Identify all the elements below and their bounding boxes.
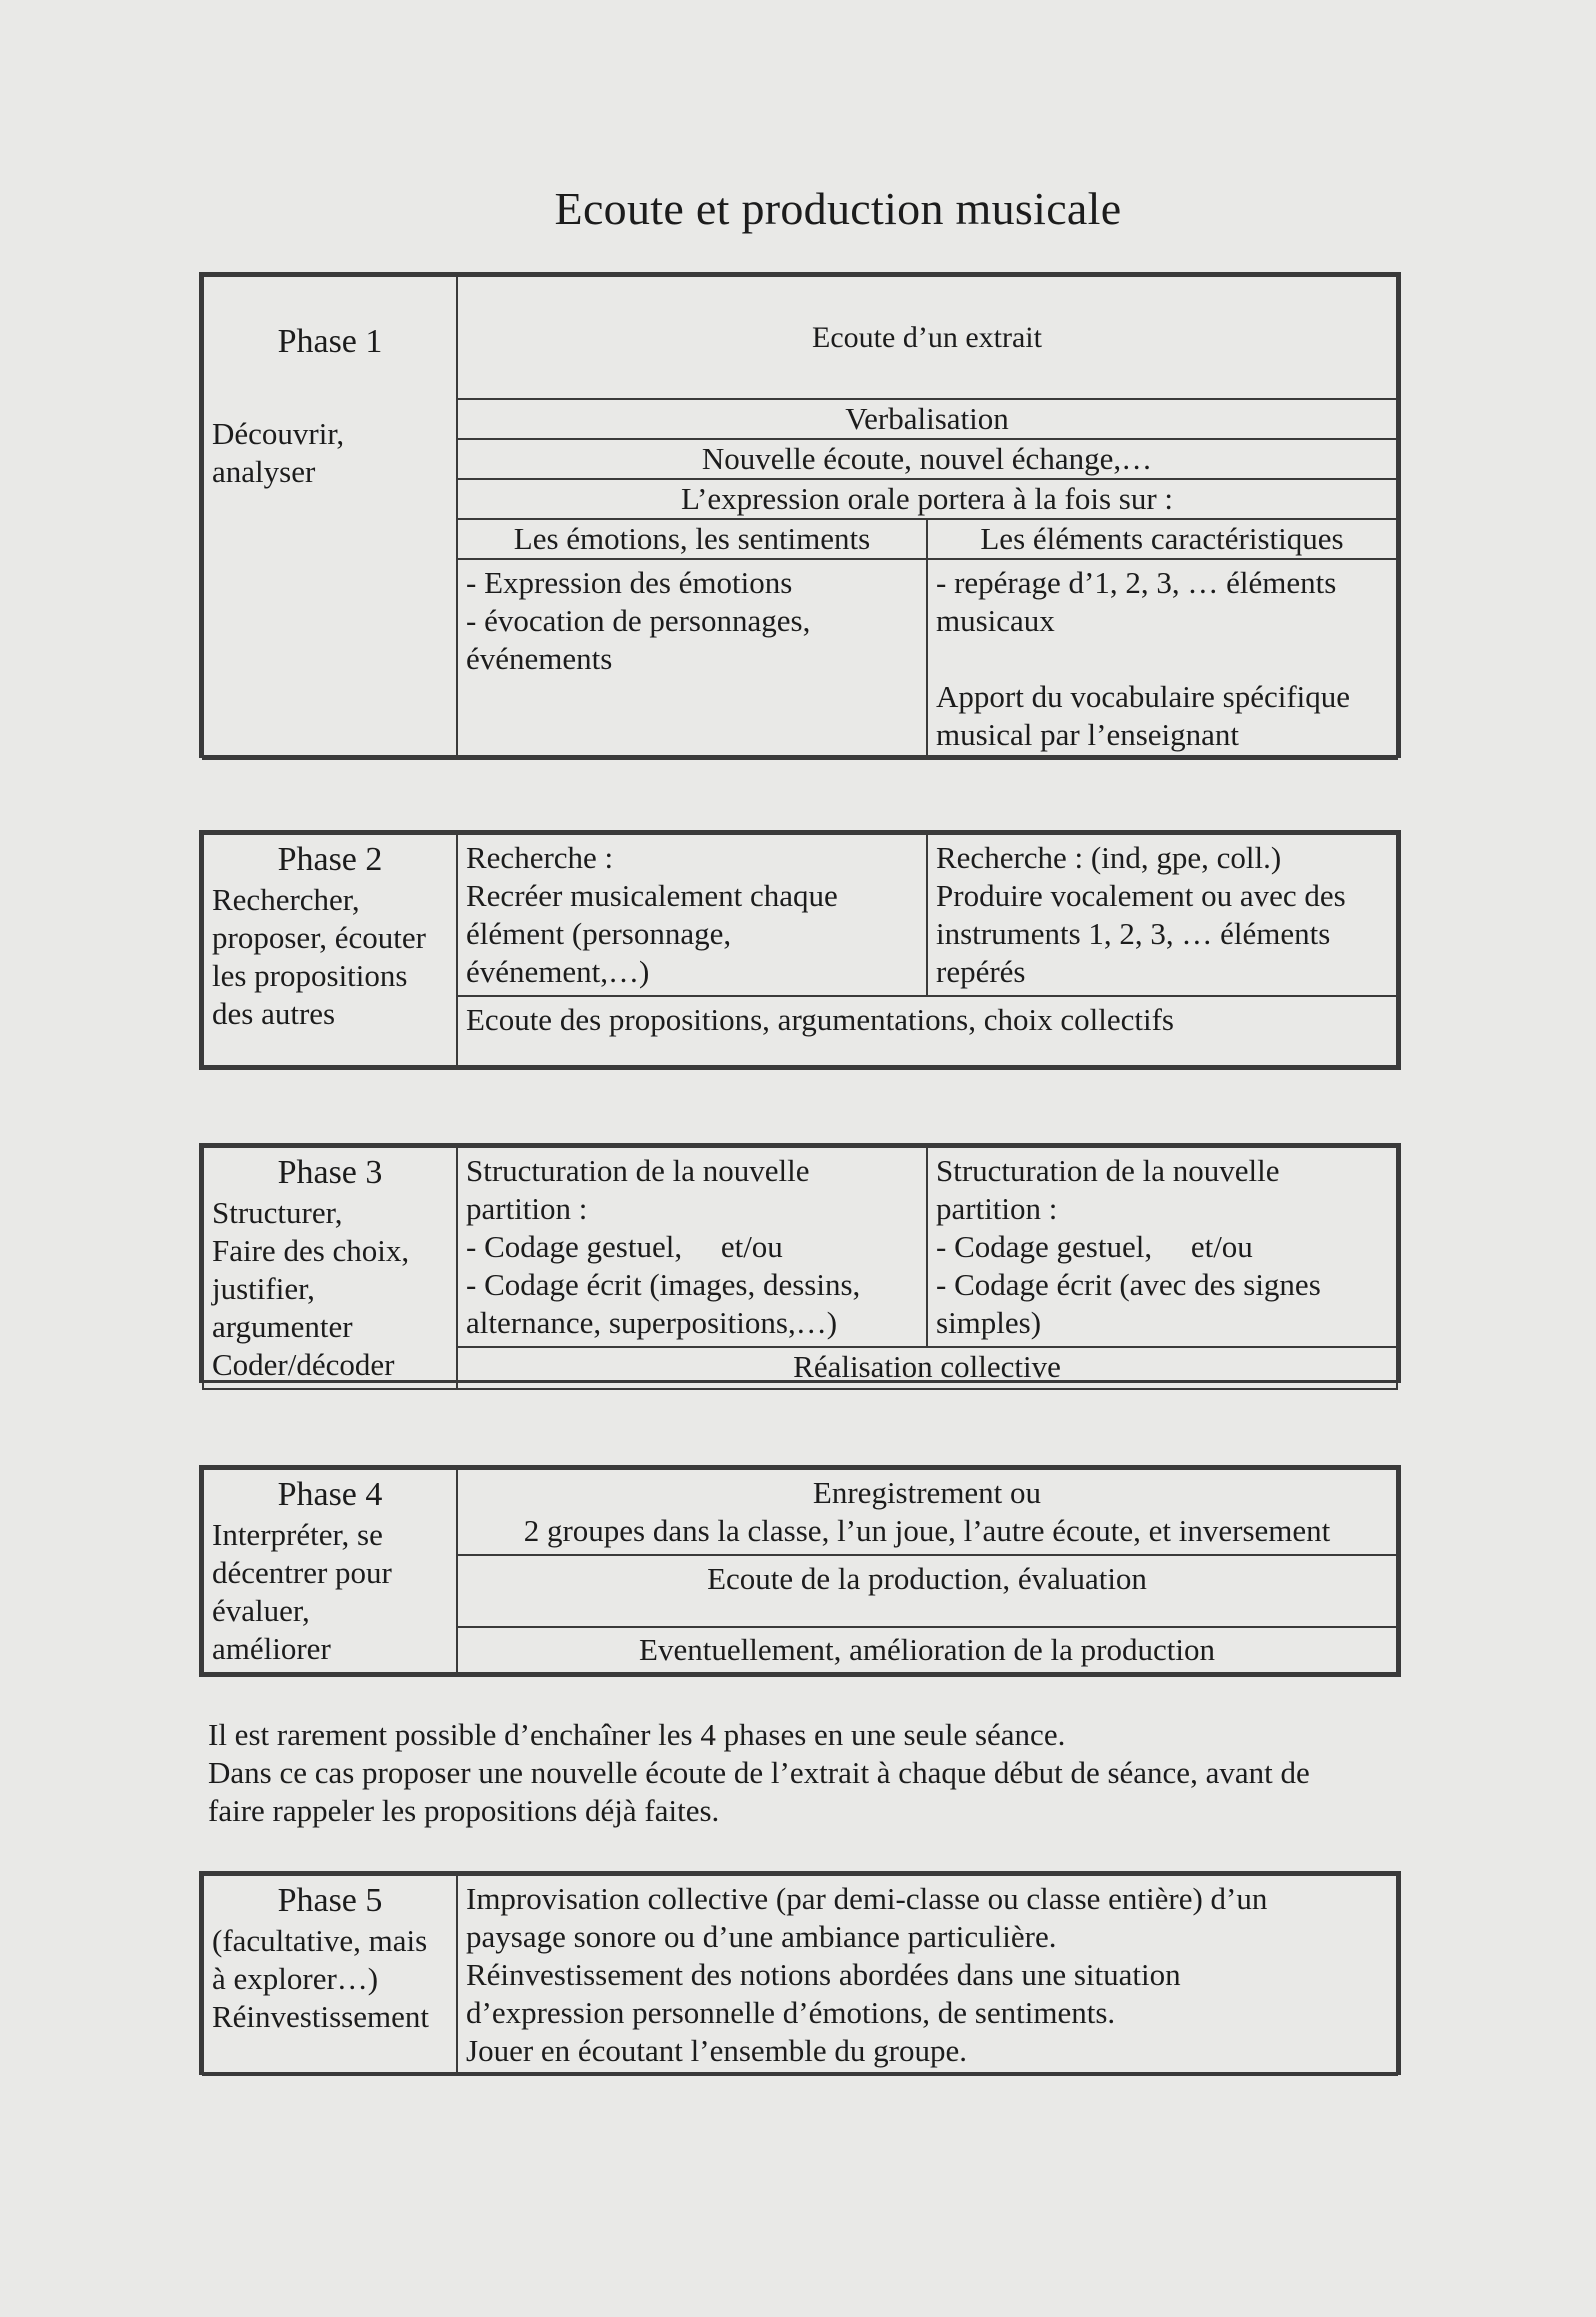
phase-3-subtitle-line: argumenter [212,1309,353,1344]
phase-4-row3: Eventuellement, amélioration de la production [639,1632,1215,1667]
phase-1-right-line: musicaux [936,603,1055,638]
phase-1-right-body [927,559,1397,759]
phase-4-subtitle-line: améliorer [212,1631,331,1666]
phase-2-table [199,830,1401,1070]
phase-2-name: Phase 2 [277,841,383,878]
phase-1-left-header: Les émotions, les sentiments [513,521,871,556]
phase-4-row1-line: Enregistrement ou [812,1475,1042,1510]
phase-5-table [199,1871,1401,2075]
phase-3-table [199,1143,1401,1383]
phase-1-subtitle-line: Découvrir, [212,416,345,451]
phase-1-right-line: - repérage d’1, 2, 3, … éléments [936,565,1337,600]
phase-2-subtitle-line: Rechercher, [212,882,360,917]
phase-5-line: Réinvestissement des notions abordées dans une situation [466,1957,1181,1992]
phase-2-left-line: événement,…) [466,954,650,989]
phase-3-subtitle-line: Structurer, [212,1195,343,1230]
phase-1-left-body [457,559,927,759]
phase-1-verbalisation: Verbalisation [845,401,1009,436]
note-line: Il est rarement possible d’enchaîner les 4 phases en une seule séance. [208,1717,1066,1752]
phase-3-bottom: Réalisation collective [793,1349,1061,1384]
note-paragraph [208,1716,1408,1830]
phase-4-subtitle-line: décentrer pour [212,1555,392,1590]
phase-1-right-header: Les éléments caractéristiques [980,521,1344,556]
phase-1-table [199,272,1401,758]
phase-1-right-header-cell [927,519,1397,559]
phase-5-subtitle-line: Réinvestissement [212,1999,429,2034]
phase-1-right-extra: Apport du vocabulaire spécifique [936,679,1351,714]
phase-2-right-line: Produire vocalement ou avec des [936,878,1346,913]
phase-3-right-line: Structuration de la nouvelle [936,1153,1280,1188]
phase-2-right-line: instruments 1, 2, 3, … éléments [936,916,1331,951]
phase-3-left-line: partition : [466,1191,588,1226]
phase-4-subtitle-line: évaluer, [212,1593,310,1628]
phase-4-row2: Ecoute de la production, évaluation [707,1561,1147,1596]
phase-1-ecoute-cell [457,276,1397,399]
phase-2-right-cell [927,834,1397,996]
phase-3-bottom-cell [457,1347,1397,1389]
phase-4-label-cell [203,1469,457,1673]
phase-3-left-cell [457,1147,927,1347]
phase-5-line: d’expression personnelle d’émotions, de sentiments. [466,1995,1116,2030]
phase-1-nouvelle: Nouvelle écoute, nouvel échange,… [701,441,1153,476]
phase-2-left-line: Recréer musicalement chaque [466,878,838,913]
phase-2-left-line: Recherche : [466,840,614,875]
phase-5-line: Jouer en écoutant l’ensemble du groupe. [466,2033,967,2068]
phase-3-right-line: - Codage gestuel, et/ou [936,1229,1253,1264]
phase-2-left-line: élément (personnage, [466,916,732,951]
page-title: Ecoute et production musicale [554,183,1122,234]
note-line: Dans ce cas proposer une nouvelle écoute de l’extrait à chaque début de séance, avant de [208,1755,1310,1790]
phase-3-subtitle-line: Faire des choix, [212,1233,410,1268]
phase-4-row2-cell [457,1555,1397,1627]
phase-2-bottom: Ecoute des propositions, argumentations, choix collectifs [466,1002,1174,1037]
phase-4-row1-line: 2 groupes dans la classe, l’un joue, l’autre écoute, et inversement [523,1513,1331,1548]
phase-3-right-line: - Codage écrit (avec des signes [936,1267,1321,1302]
phase-1-subtitle-line: analyser [212,454,316,489]
phase-1-name: Phase 1 [277,323,383,360]
phase-4-table [199,1465,1401,1677]
phase-1-left-line: événements [466,641,613,676]
phase-5-subtitle-line: à explorer…) [212,1961,379,1996]
phase-1-left-header-cell [457,519,927,559]
phase-3-right-cell [927,1147,1397,1347]
phase-2-bottom-cell [457,996,1397,1066]
phase-2-right-line: repérés [936,954,1026,989]
phase-5-line: Improvisation collective (par demi-classe ou classe entière) d’un [466,1881,1268,1916]
phase-5-body-cell [457,1875,1397,2075]
phase-1-expression-cell [457,479,1397,519]
phase-2-label-cell [203,834,457,1066]
phase-4-row3-cell [457,1627,1397,1673]
note-line: faire rappeler les propositions déjà faites. [208,1793,720,1828]
phase-5-name: Phase 5 [277,1882,383,1919]
phase-4-name: Phase 4 [277,1476,383,1513]
phase-5-label-cell [203,1875,457,2075]
phase-1-left-line: - Expression des émotions [466,565,793,600]
phase-1-right-extra: musical par l’enseignant [936,717,1240,752]
phase-3-subtitle-line: justifier, [212,1271,315,1306]
phase-1-verbalisation-cell [457,399,1397,439]
phase-1-label-cell [203,276,457,759]
phase-3-label-cell [203,1147,457,1389]
phase-4-subtitle-line: Interpréter, se [212,1517,383,1552]
phase-3-subtitle-line: Coder/décoder [212,1347,395,1382]
phase-1-left-line: - évocation de personnages, [466,603,811,638]
phase-5-line: paysage sonore ou d’une ambiance particulière. [466,1919,1057,1954]
phase-3-right-line: simples) [936,1305,1042,1340]
phase-2-subtitle-line: les propositions [212,958,408,993]
phase-4-row1-cell [457,1469,1397,1555]
phase-2-subtitle-line: proposer, écouter [212,920,426,955]
phase-3-left-line: alternance, superpositions,…) [466,1305,838,1340]
phase-3-right-line: partition : [936,1191,1058,1226]
phase-2-subtitle-line: des autres [212,996,336,1031]
phase-3-left-line: - Codage gestuel, et/ou [466,1229,783,1264]
phase-1-nouvelle-cell [457,439,1397,479]
phase-3-left-line: Structuration de la nouvelle [466,1153,810,1188]
phase-1-ecoute: Ecoute d’un extrait [812,321,1042,354]
phase-1-expression: L’expression orale portera à la fois sur : [680,481,1174,516]
phase-2-right-line: Recherche : (ind, gpe, coll.) [936,840,1282,875]
phase-5-subtitle-line: (facultative, mais [212,1923,428,1958]
phase-3-name: Phase 3 [277,1154,383,1191]
phase-2-left-cell [457,834,927,996]
phase-3-left-line: - Codage écrit (images, dessins, [466,1267,861,1302]
